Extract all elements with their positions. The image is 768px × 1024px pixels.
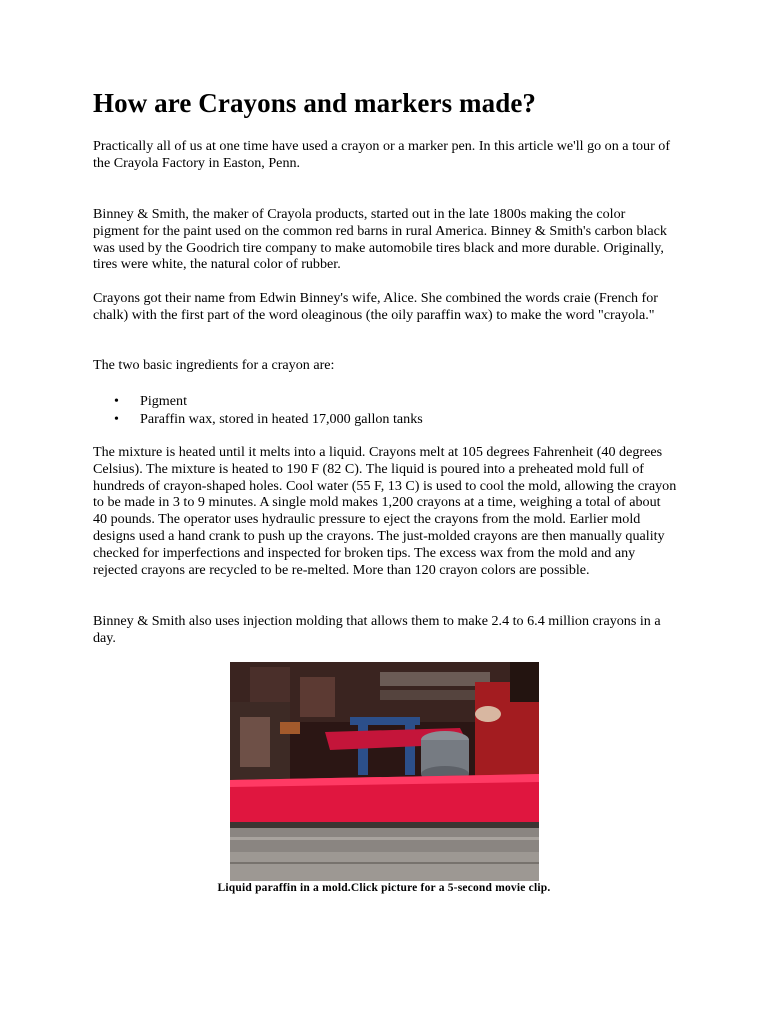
ingredient-label: Paraffin wax, stored in heated 17,000 gallon tanks xyxy=(140,411,423,427)
list-item xyxy=(93,410,423,428)
bullet-icon: • xyxy=(114,393,119,409)
ingredients-intro: The two basic ingredients for a crayon are: xyxy=(93,357,335,373)
ingredients-list xyxy=(93,392,423,428)
intro-paragraph: Practically all of us at one time have used a crayon or a marker pen. In this article we'll go on a tour of the Crayola Factory in Easton, Penn. xyxy=(93,138,671,171)
page-title: How are Crayons and markers made? xyxy=(93,88,537,118)
bullet-icon: • xyxy=(114,411,119,427)
list-item xyxy=(93,392,423,410)
ingredient-label: Pigment xyxy=(140,393,187,409)
name-origin-paragraph: Crayons got their name from Edwin Binney's wife, Alice. She combined the words craie (French for chalk) with the first part of the word oleaginous (the oily paraffin wax) to make the word "crayola." xyxy=(93,290,658,323)
history-paragraph: Binney & Smith, the maker of Crayola products, started out in the late 1800s making the color pigment for the paint used on the common red barns in rural America. Binney & Smith's carbon black was used by the Goodrich tire company to make automobile tires black and more durable. Originally, tires were white, the natural color of rubber. xyxy=(93,206,667,273)
factory-photo[interactable] xyxy=(230,662,539,881)
factory-photo-image xyxy=(230,662,539,881)
figure-caption: Liquid paraffin in a mold.Click picture for a 5-second movie clip. xyxy=(217,882,551,894)
process-paragraph: The mixture is heated until it melts into a liquid. Crayons melt at 105 degrees Fahrenheit (40 degrees Celsius). The mixture is heated to 190 F (82 C). The liquid is poured into a preheated mold full of hundreds of crayon-shaped holes. Cool water (55 F, 13 C) is used to cool the mold, allowing the crayon to be made in 3 to 9 minutes. A single mold makes 1,200 crayons at a time, weighing a total of about 40 pounds. The operator uses hydraulic pressure to eject the crayons from the mold. Earlier mold designs used a hand crank to push up the crayons. The just-molded crayons are then manually quality checked for imperfections and inspected for broken tips. The excess wax from the mold and any rejected crayons are recycled to be re-melted. More than 120 crayon colors are possible. xyxy=(93,444,677,578)
injection-paragraph: Binney & Smith also uses injection molding that allows them to make 2.4 to 6.4 million crayons in a day. xyxy=(93,613,661,646)
